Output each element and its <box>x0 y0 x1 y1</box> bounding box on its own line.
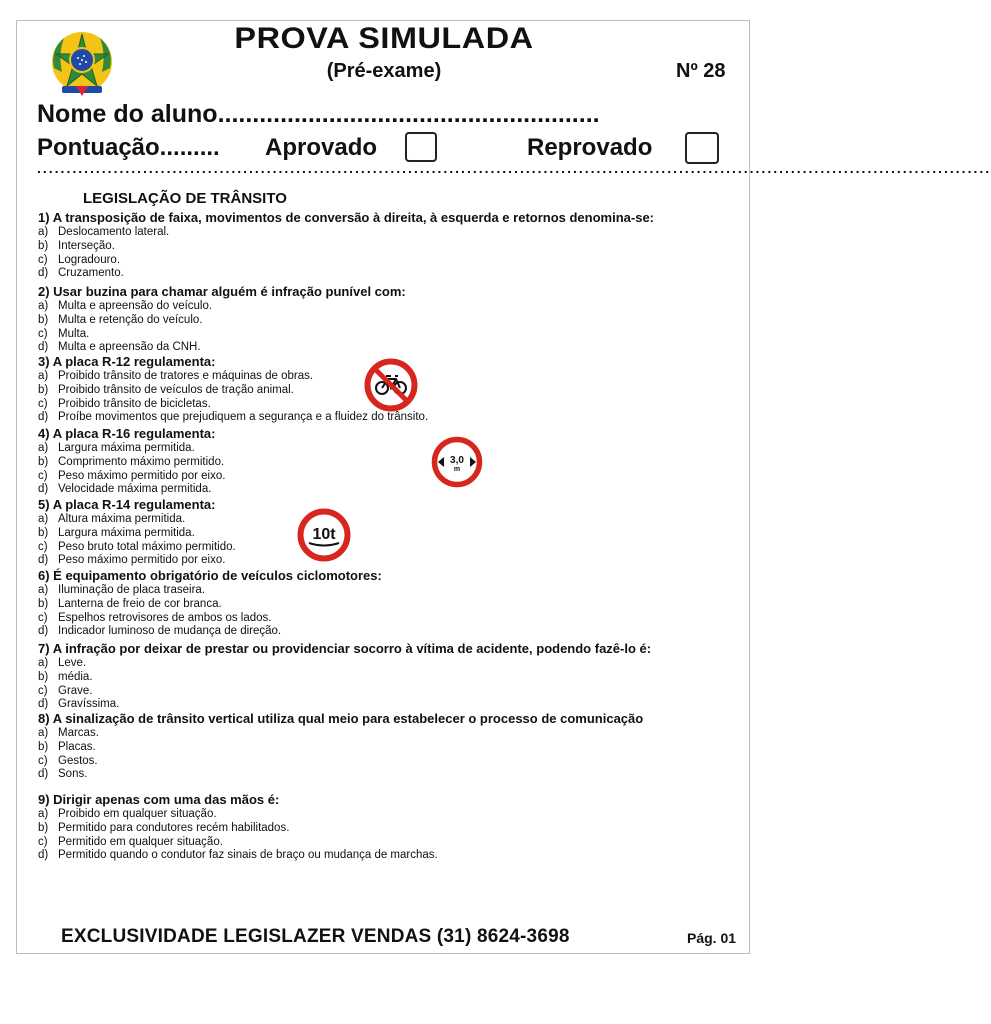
answer-option[interactable] <box>38 727 643 741</box>
sign-r16-value: 3,0 <box>450 455 464 466</box>
option-letter: b) <box>38 239 49 252</box>
option-text: Multa e apreensão do veículo. <box>58 300 213 312</box>
option-text: Placas. <box>58 740 96 753</box>
question-text: 1) A transposição de faixa, movimentos de conversão à direita, à esquerda e retornos denomina-se: <box>38 210 655 225</box>
sign-r12-no-bicycles-icon <box>364 358 418 412</box>
answer-option[interactable] <box>38 836 438 850</box>
answer-option[interactable] <box>38 314 406 328</box>
option-letter: b) <box>38 526 49 539</box>
option-text: Marcas. <box>58 727 99 739</box>
answer-option[interactable] <box>38 300 406 314</box>
student-name-label: Nome do aluno <box>37 100 218 128</box>
option-text: Proibido trânsito de veículos de tração animal. <box>58 383 294 396</box>
option-letter: a) <box>38 513 49 525</box>
question-text: 6) É equipamento obrigatório de veículos ciclomotores: <box>38 568 382 583</box>
page-subtitle: (Pré-exame) <box>326 60 442 82</box>
score-field[interactable]: Pontuação......... <box>37 134 220 161</box>
option-text: Leve. <box>58 657 87 669</box>
option-text: Multa e retenção do veículo. <box>58 313 203 326</box>
option-letter: d) <box>38 849 49 862</box>
question-text: 7) A infração por deixar de prestar ou providenciar socorro à vítima de acidente, podendo fazê-lo é: <box>38 641 652 656</box>
student-name-row <box>37 100 600 129</box>
student-name-field[interactable]: ....................................................... <box>217 100 600 128</box>
question-block <box>38 568 382 639</box>
option-letter: b) <box>38 313 49 326</box>
option-text: Comprimento máximo permitido. <box>58 455 225 468</box>
answer-option[interactable] <box>38 267 654 281</box>
option-text: Proíbe movimentos que prejudiquem a segurança e a fluidez do trânsito. <box>58 411 429 424</box>
option-text: Espelhos retrovisores de ambos os lados. <box>58 611 272 624</box>
answer-option[interactable] <box>38 625 382 639</box>
answer-option[interactable] <box>38 411 428 425</box>
answer-option[interactable] <box>38 527 236 541</box>
option-letter: b) <box>38 670 49 683</box>
page-title: PROVA SIMULADA <box>234 22 534 55</box>
answer-option[interactable] <box>38 554 236 568</box>
answer-option[interactable] <box>38 483 225 497</box>
option-letter: c) <box>38 253 48 266</box>
answer-option[interactable] <box>38 442 225 456</box>
option-letter: d) <box>38 625 49 638</box>
answer-option[interactable] <box>38 822 438 836</box>
question-text: 2) Usar buzina para chamar alguém é infração punível com: <box>38 284 406 299</box>
sign-r14-value: 10t <box>312 526 336 543</box>
option-letter: a) <box>38 727 49 739</box>
option-letter: c) <box>38 540 48 553</box>
option-letter: c) <box>38 397 48 410</box>
option-text: Largura máxima permitida. <box>58 526 195 539</box>
option-letter: a) <box>38 657 49 669</box>
option-letter: c) <box>38 469 48 482</box>
option-text: Proibido em qualquer situação. <box>58 808 217 820</box>
option-letter: a) <box>38 442 49 454</box>
option-text: Velocidade máxima permitida. <box>58 483 212 496</box>
option-letter: d) <box>38 411 49 424</box>
question-text: 9) Dirigir apenas com uma das mãos é: <box>38 792 280 807</box>
question-block <box>38 284 406 355</box>
question-block <box>38 641 651 712</box>
answer-option[interactable] <box>38 470 225 484</box>
answer-option[interactable] <box>38 808 438 822</box>
question-text: 4) A placa R-16 regulamenta: <box>38 426 216 441</box>
option-text: Peso máximo permitido por eixo. <box>58 554 226 567</box>
section-title: LEGISLAÇÃO DE TRÂNSITO <box>83 190 287 207</box>
question-block <box>38 711 643 782</box>
option-text: Logradouro. <box>58 253 121 266</box>
option-text: Gravíssima. <box>58 698 120 711</box>
answer-option[interactable] <box>38 685 651 699</box>
answer-option[interactable] <box>38 741 643 755</box>
answer-option[interactable] <box>38 612 382 626</box>
page-number: Pág. 01 <box>687 930 737 946</box>
option-letter: b) <box>38 597 49 610</box>
option-text: Indicador luminoso de mudança de direção. <box>58 625 282 638</box>
option-text: Permitido em qualquer situação. <box>58 835 223 848</box>
option-letter: a) <box>38 584 49 596</box>
option-letter: d) <box>38 768 49 781</box>
answer-option[interactable] <box>38 254 654 268</box>
option-text: Iluminação de placa traseira. <box>58 584 206 596</box>
answer-option[interactable] <box>38 671 651 685</box>
option-text: Multa e apreensão da CNH. <box>58 341 201 354</box>
answer-option[interactable] <box>38 849 438 863</box>
option-text: Sons. <box>58 768 88 781</box>
option-text: Permitido quando o condutor faz sinais de braço ou mudança de marchas. <box>58 849 438 862</box>
option-text: Proibido trânsito de tratores e máquinas de obras. <box>58 370 314 382</box>
option-text: Altura máxima permitida. <box>58 513 186 525</box>
option-letter: a) <box>38 808 49 820</box>
option-letter: b) <box>38 455 49 468</box>
answer-option[interactable] <box>38 755 643 769</box>
answer-option[interactable] <box>38 240 654 254</box>
footer-text: EXCLUSIVIDADE LEGISLAZER VENDAS (31) 8624-3698 <box>61 926 570 947</box>
question-text: 3) A placa R-12 regulamenta: <box>38 354 216 369</box>
exam-number: Nº 28 <box>676 60 726 82</box>
option-letter: b) <box>38 821 49 834</box>
option-text: Proibido trânsito de bicicletas. <box>58 397 211 410</box>
option-letter: d) <box>38 267 49 280</box>
option-letter: a) <box>38 300 49 312</box>
option-text: Largura máxima permitida. <box>58 442 195 454</box>
option-letter: c) <box>38 327 48 340</box>
option-letter: a) <box>38 370 49 382</box>
option-text: Peso bruto total máximo permitido. <box>58 540 236 553</box>
sign-r16-max-width-icon <box>431 436 483 488</box>
option-letter: c) <box>38 835 48 848</box>
question-block <box>38 792 438 863</box>
option-text: Interseção. <box>58 239 115 252</box>
option-text: Lanterna de freio de cor branca. <box>58 597 222 610</box>
question-text: 8) A sinalização de trânsito vertical utiliza qual meio para estabelecer o processo de comunicação <box>38 711 644 726</box>
score-row <box>37 134 742 162</box>
sign-r14-max-weight-icon <box>297 508 351 562</box>
option-text: média. <box>58 670 93 683</box>
answer-option[interactable] <box>38 513 236 527</box>
answer-option[interactable] <box>38 768 643 782</box>
option-text: Multa. <box>58 327 90 340</box>
option-letter: c) <box>38 611 48 624</box>
option-text: Grave. <box>58 684 93 697</box>
question-block <box>38 426 225 497</box>
option-letter: a) <box>38 226 49 238</box>
answer-option[interactable] <box>38 657 651 671</box>
option-letter: d) <box>38 483 49 496</box>
option-text: Gestos. <box>58 754 98 767</box>
question-text: 5) A placa R-14 regulamenta: <box>38 497 216 512</box>
answer-option[interactable] <box>38 456 225 470</box>
approved-label: Aprovado <box>265 134 378 161</box>
option-text: Peso máximo permitido por eixo. <box>58 469 226 482</box>
answer-option[interactable] <box>38 328 406 342</box>
option-text: Permitido para condutores recém habilitados. <box>58 821 290 834</box>
option-letter: c) <box>38 754 48 767</box>
option-letter: d) <box>38 341 49 354</box>
failed-label: Reprovado <box>527 134 653 161</box>
option-text: Deslocamento lateral. <box>58 226 170 238</box>
approved-checkbox[interactable] <box>405 132 437 162</box>
answer-option[interactable] <box>38 584 382 598</box>
answer-option[interactable] <box>38 541 236 555</box>
option-letter: b) <box>38 383 49 396</box>
option-letter: c) <box>38 684 48 697</box>
answer-option[interactable] <box>38 226 654 240</box>
question-block <box>38 210 654 281</box>
option-letter: d) <box>38 698 49 711</box>
separator-dotted: .................................................................................................................................................................. <box>37 160 991 176</box>
answer-option[interactable] <box>38 598 382 612</box>
option-letter: d) <box>38 554 49 567</box>
question-block <box>38 497 236 568</box>
sign-r16-unit: m <box>453 466 461 473</box>
option-text: Cruzamento. <box>58 267 124 280</box>
option-letter: b) <box>38 740 49 753</box>
